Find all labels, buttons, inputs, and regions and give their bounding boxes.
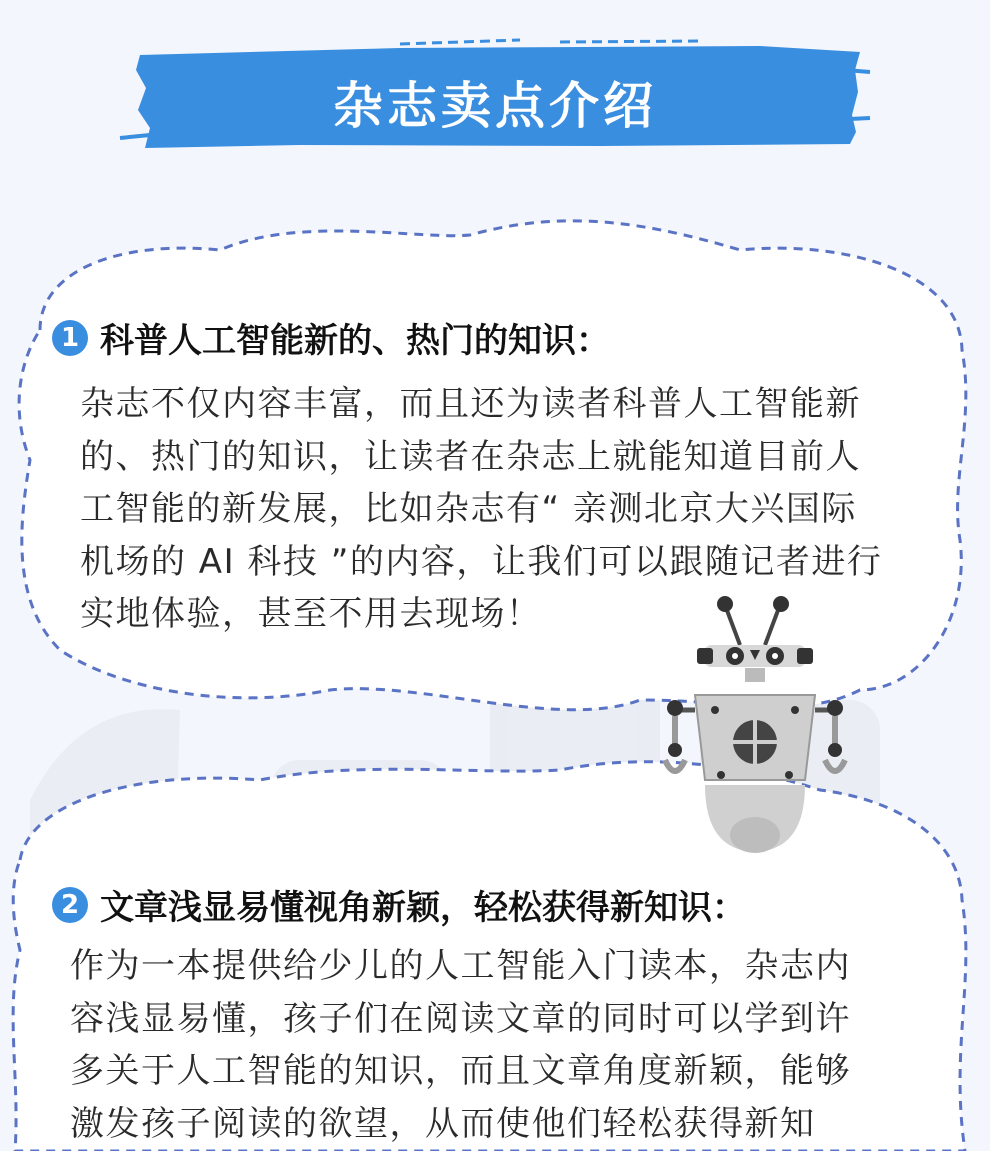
body-line: 容浅显易懂，孩子们在阅读文章的同时可以学到许	[70, 998, 851, 1039]
number-badge-icon: 1	[52, 320, 88, 356]
body-line: 工智能的新发展，比如杂志有“ 亲测北京大兴国际	[80, 489, 857, 529]
body-line: 多关于人工智能的知识，而且文章角度新颖，能够	[70, 1051, 851, 1091]
body-line: 实地体验，甚至不用去现场！	[80, 594, 542, 634]
section-heading-text: 科普人工智能新的、热门的知识：	[100, 321, 610, 361]
body-line: 的、热门的知识，让读者在杂志上就能知道目前人	[80, 436, 861, 477]
section-heading-1	[52, 313, 610, 362]
body-line: 杂志不仅内容丰富，而且还为读者科普人工智能新	[80, 384, 861, 424]
section-body-1	[80, 378, 882, 641]
banner-title: 杂志卖点介绍	[333, 77, 657, 135]
number-badge-icon: 2	[52, 887, 88, 923]
body-line: 激发孩子阅读的欲望，从而使他们轻松获得新知	[70, 1103, 816, 1144]
section-body-2	[70, 940, 851, 1150]
body-line: 机场的 AI 科技 ”的内容，让我们可以跟随记者进行	[80, 541, 883, 582]
section-heading-text: 文章浅显易懂视角新颖，轻松获得新知识：	[100, 888, 746, 928]
body-line: 作为一本提供给少儿的人工智能入门读本，杂志内	[70, 946, 851, 986]
section-heading-2	[52, 880, 746, 929]
